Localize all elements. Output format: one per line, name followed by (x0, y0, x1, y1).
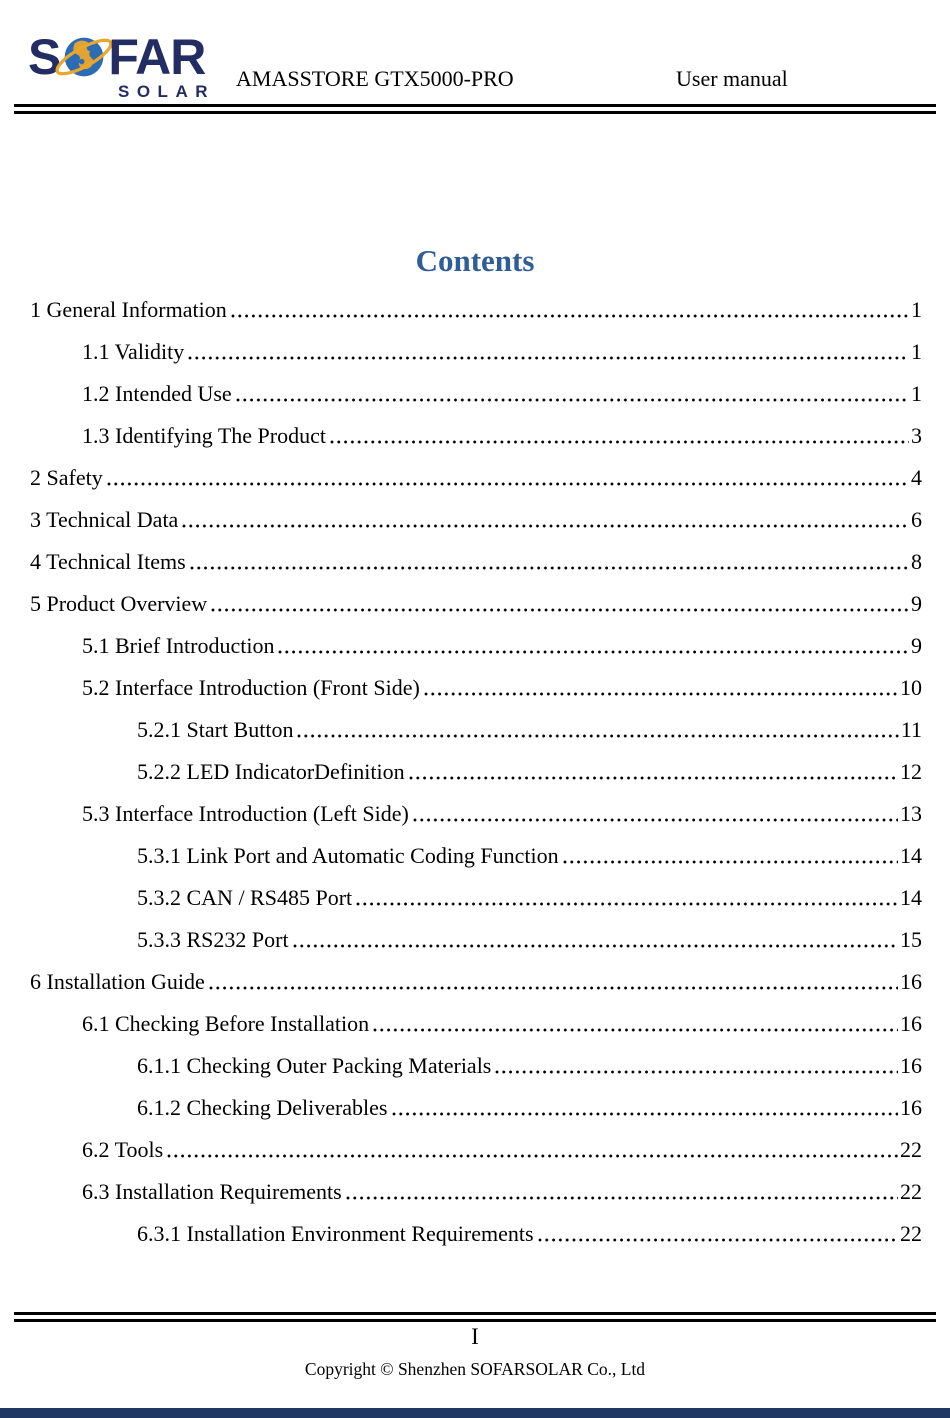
toc-dot-leader (211, 608, 909, 612)
toc-entry[interactable] (30, 953, 922, 995)
toc-entry[interactable] (30, 1205, 922, 1247)
toc-page-number: 22 (900, 1179, 922, 1204)
toc-entry-label: 5.2.2 LED IndicatorDefinition (137, 759, 405, 784)
toc-page-number: 16 (900, 1053, 922, 1078)
toc-dot-leader (236, 398, 909, 402)
toc-entry-label: 6.3 Installation Requirements (82, 1179, 342, 1204)
toc-entry-label: 6.2 Tools (82, 1137, 164, 1162)
toc-dot-leader (413, 818, 898, 822)
toc-entry[interactable] (30, 1079, 922, 1121)
toc-entry-label: 5 Product Overview (30, 591, 208, 616)
footer-accent-bar (0, 1408, 950, 1418)
toc-dot-leader (297, 734, 898, 738)
toc-entry[interactable] (30, 1037, 922, 1079)
toc-page-number: 4 (911, 465, 922, 490)
toc-dot-leader (293, 944, 898, 948)
toc-page-number: 22 (900, 1137, 922, 1162)
toc-dot-leader (346, 1196, 898, 1200)
toc-entry[interactable] (30, 701, 922, 743)
toc-dot-leader (424, 692, 898, 696)
toc-entry[interactable] (30, 323, 922, 365)
toc-dot-leader (167, 1154, 898, 1158)
toc-dot-leader (330, 440, 909, 444)
toc-page-number: 12 (900, 759, 922, 784)
toc-entry-label: 5.2.1 Start Button (137, 717, 294, 742)
toc-page-number: 16 (900, 1095, 922, 1120)
toc-entry[interactable] (30, 1121, 922, 1163)
toc-page-number: 9 (911, 633, 922, 658)
toc-list (30, 281, 922, 1247)
toc-page-number: 16 (900, 969, 922, 994)
toc-entry-label: 6.1.2 Checking Deliverables (137, 1095, 388, 1120)
toc-entry[interactable] (30, 659, 922, 701)
toc-dot-leader (231, 314, 909, 318)
toc-dot-leader (495, 1070, 898, 1074)
toc-entry[interactable] (30, 281, 922, 323)
page-number: I (471, 1324, 479, 1349)
footer-divider (14, 1312, 936, 1322)
toc-page-number: 9 (911, 591, 922, 616)
sofar-solar-logo (28, 29, 240, 101)
logo-letter-s: S (28, 29, 61, 85)
toc-entry[interactable] (30, 869, 922, 911)
toc-page-number: 11 (900, 717, 922, 742)
toc-dot-leader (538, 1238, 898, 1242)
toc-entry-label: 6 Installation Guide (30, 969, 205, 994)
toc-entry-label: 1.3 Identifying The Product (82, 423, 326, 448)
toc-page-number: 16 (900, 1011, 922, 1036)
toc-entry[interactable] (30, 995, 922, 1037)
page-title: Contents (415, 243, 535, 278)
toc-dot-leader (188, 356, 909, 360)
toc-entry-label: 1.2 Intended Use (82, 381, 232, 406)
toc-entry-label: 1.1 Validity (82, 339, 185, 364)
toc-entry-label: 6.1 Checking Before Installation (82, 1011, 370, 1036)
toc-entry[interactable] (30, 491, 922, 533)
logo-subtitle: SOLAR (118, 82, 215, 101)
toc-dot-leader (209, 986, 898, 990)
globe-icon (61, 34, 107, 80)
toc-entry-label: 5.3 Interface Introduction (Left Side) (82, 801, 409, 826)
toc-dot-leader (107, 482, 909, 486)
toc-entry-label: 5.3.3 RS232 Port (137, 927, 289, 952)
toc-entry-label: 5.2 Interface Introduction (Front Side) (82, 675, 420, 700)
toc-page-number: 22 (900, 1221, 922, 1246)
toc-entry-label: 5.1 Brief Introduction (82, 633, 275, 658)
toc-entry[interactable] (30, 407, 922, 449)
header-divider (14, 104, 936, 114)
toc-entry-label: 3 Technical Data (30, 507, 179, 532)
logo-wordmark (28, 29, 240, 85)
toc-entry-label: 5.3.1 Link Port and Automatic Coding Function (137, 843, 559, 868)
toc-dot-leader (409, 776, 898, 780)
toc-entry-label: 1 General Information (30, 297, 227, 322)
toc-entry[interactable] (30, 911, 922, 953)
toc-page-number: 10 (900, 675, 922, 700)
toc-entry[interactable] (30, 743, 922, 785)
toc-page-number: 1 (911, 339, 922, 364)
copyright-text: Copyright © Shenzhen SOFARSOLAR Co., Ltd (304, 1359, 646, 1379)
toc-entry-label: 2 Safety (30, 465, 103, 490)
toc-page-number: 15 (900, 927, 922, 952)
toc-page-number: 8 (911, 549, 922, 574)
toc-entry[interactable] (30, 827, 922, 869)
toc-page-number: 1 (911, 297, 922, 322)
toc-entry-label: 6.1.1 Checking Outer Packing Materials (137, 1053, 492, 1078)
product-title: AMASSTORE GTX5000-PRO (236, 66, 514, 91)
toc-entry-label: 6.3.1 Installation Environment Requirements (137, 1221, 534, 1246)
toc-page-number: 3 (911, 423, 922, 448)
toc-entry[interactable] (30, 785, 922, 827)
toc-entry[interactable] (30, 365, 922, 407)
toc-dot-leader (563, 860, 898, 864)
toc-entry[interactable] (30, 575, 922, 617)
toc-entry-label: 4 Technical Items (30, 549, 186, 574)
toc-dot-leader (373, 1028, 898, 1032)
toc-dot-leader (356, 902, 898, 906)
toc-dot-leader (278, 650, 909, 654)
toc-dot-leader (190, 566, 909, 570)
toc-page-number: 14 (900, 843, 922, 868)
toc-dot-leader (182, 524, 909, 528)
toc-entry[interactable] (30, 533, 922, 575)
logo-letter-far: FAR (108, 29, 206, 85)
toc-page-number: 14 (900, 885, 922, 910)
toc-page-number: 1 (911, 381, 922, 406)
toc-page-number: 6 (911, 507, 922, 532)
toc-entry-label: 5.3.2 CAN / RS485 Port (137, 885, 353, 910)
toc-entry[interactable] (30, 1163, 922, 1205)
toc-entry[interactable] (30, 449, 922, 491)
toc-dot-leader (392, 1112, 899, 1116)
toc-page-number: 13 (900, 801, 922, 826)
toc-entry[interactable] (30, 617, 922, 659)
document-type-label: User manual (676, 66, 788, 91)
